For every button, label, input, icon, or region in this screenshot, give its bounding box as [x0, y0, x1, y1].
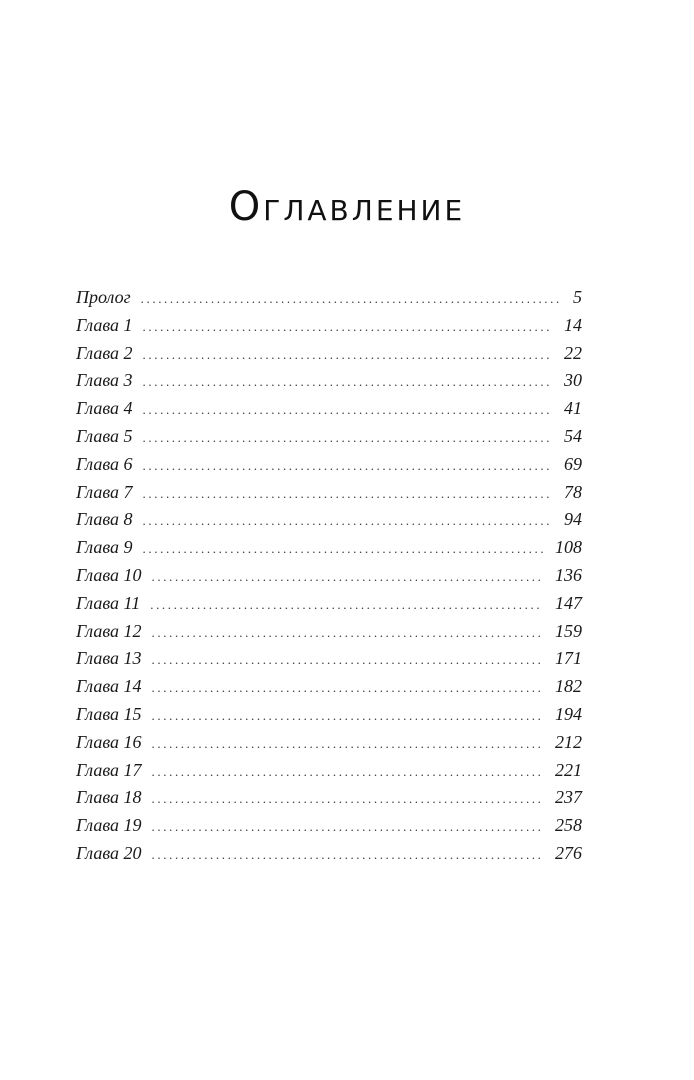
toc-entry[interactable] — [76, 562, 582, 590]
page-title: Оглавление — [228, 183, 466, 230]
toc-entry-label: Глава 10 — [76, 564, 142, 585]
dot-leader — [152, 758, 543, 786]
dot-leader — [152, 730, 543, 758]
toc-entry[interactable] — [76, 729, 582, 757]
toc-entry[interactable] — [76, 479, 582, 507]
dot-leader — [143, 341, 552, 369]
toc-entry-page: 41 — [564, 398, 582, 419]
toc-entry[interactable] — [76, 284, 582, 312]
toc-entry-page: 182 — [555, 676, 582, 697]
toc-entry-label: Глава 8 — [76, 509, 133, 530]
toc-entry-page: 237 — [555, 787, 582, 808]
toc-entry-page: 5 — [573, 287, 582, 307]
toc-entry-label: Глава 9 — [76, 537, 133, 558]
toc-entry-page: 212 — [555, 731, 582, 752]
toc-entry[interactable] — [76, 590, 582, 618]
toc-entry-page: 54 — [564, 425, 582, 446]
toc-entry-page: 276 — [555, 842, 582, 863]
toc-entry-page: 159 — [555, 620, 582, 641]
dot-leader — [143, 313, 552, 341]
toc-entry[interactable] — [76, 812, 582, 840]
dot-leader — [150, 591, 543, 619]
toc-entry[interactable] — [76, 701, 582, 729]
toc-entry-page: 69 — [564, 453, 582, 474]
toc-entry-label: Глава 13 — [76, 648, 142, 669]
toc-entry[interactable] — [76, 673, 582, 701]
toc-entry-page: 194 — [555, 703, 582, 724]
toc-entry-label: Глава 1 — [76, 314, 133, 335]
dot-leader — [143, 535, 543, 563]
toc-entry-page: 30 — [564, 370, 582, 391]
toc-entry[interactable] — [76, 534, 582, 562]
toc-entry-page: 147 — [555, 592, 582, 613]
toc-entry-label: Глава 5 — [76, 425, 133, 446]
toc-entry[interactable] — [76, 784, 582, 812]
toc-entry-page: 22 — [564, 342, 582, 363]
toc-entry-label: Глава 12 — [76, 620, 142, 641]
toc-entry[interactable] — [76, 395, 582, 423]
toc-entry-page: 14 — [564, 314, 582, 335]
toc-entry-label: Глава 6 — [76, 453, 133, 474]
toc-entry-page: 94 — [564, 509, 582, 530]
toc-entry[interactable] — [76, 423, 582, 451]
toc-entry-page: 136 — [555, 564, 582, 585]
dot-leader — [143, 507, 552, 535]
dot-leader — [152, 841, 543, 869]
dot-leader — [143, 368, 552, 396]
toc-entry-label: Глава 17 — [76, 759, 142, 780]
toc-entry-label: Пролог — [76, 287, 131, 307]
toc-entry-page: 221 — [555, 759, 582, 780]
dot-leader — [143, 480, 552, 508]
toc-entry-label: Глава 18 — [76, 787, 142, 808]
dot-leader — [141, 285, 561, 313]
toc-entry-page: 108 — [555, 537, 582, 558]
dot-leader — [152, 813, 543, 841]
toc-entry[interactable] — [76, 645, 582, 673]
toc-entry-label: Глава 7 — [76, 481, 133, 502]
toc-entry-label: Глава 2 — [76, 342, 133, 363]
toc-entry-page: 258 — [555, 815, 582, 836]
toc-entry-label: Глава 14 — [76, 676, 142, 697]
toc-entry[interactable] — [76, 451, 582, 479]
table-of-contents — [76, 284, 582, 868]
dot-leader — [152, 674, 543, 702]
dot-leader — [152, 702, 543, 730]
toc-entry[interactable] — [76, 340, 582, 368]
toc-entry-label: Глава 3 — [76, 370, 133, 391]
toc-entry-label: Глава 20 — [76, 842, 142, 863]
dot-leader — [143, 452, 552, 480]
toc-entry-page: 171 — [555, 648, 582, 669]
toc-entry-label: Глава 16 — [76, 731, 142, 752]
toc-entry[interactable] — [76, 506, 582, 534]
dot-leader — [143, 396, 552, 424]
toc-entry-label: Глава 4 — [76, 398, 133, 419]
dot-leader — [143, 424, 552, 452]
toc-entry-page: 78 — [564, 481, 582, 502]
dot-leader — [152, 785, 543, 813]
toc-entry[interactable] — [76, 618, 582, 646]
toc-entry[interactable] — [76, 757, 582, 785]
dot-leader — [152, 619, 543, 647]
toc-entry-label: Глава 15 — [76, 703, 142, 724]
toc-entry[interactable] — [76, 840, 582, 868]
toc-entry[interactable] — [76, 312, 582, 340]
toc-entry[interactable] — [76, 367, 582, 395]
dot-leader — [152, 646, 543, 674]
toc-entry-label: Глава 11 — [76, 592, 141, 613]
dot-leader — [152, 563, 543, 591]
toc-entry-label: Глава 19 — [76, 815, 142, 836]
